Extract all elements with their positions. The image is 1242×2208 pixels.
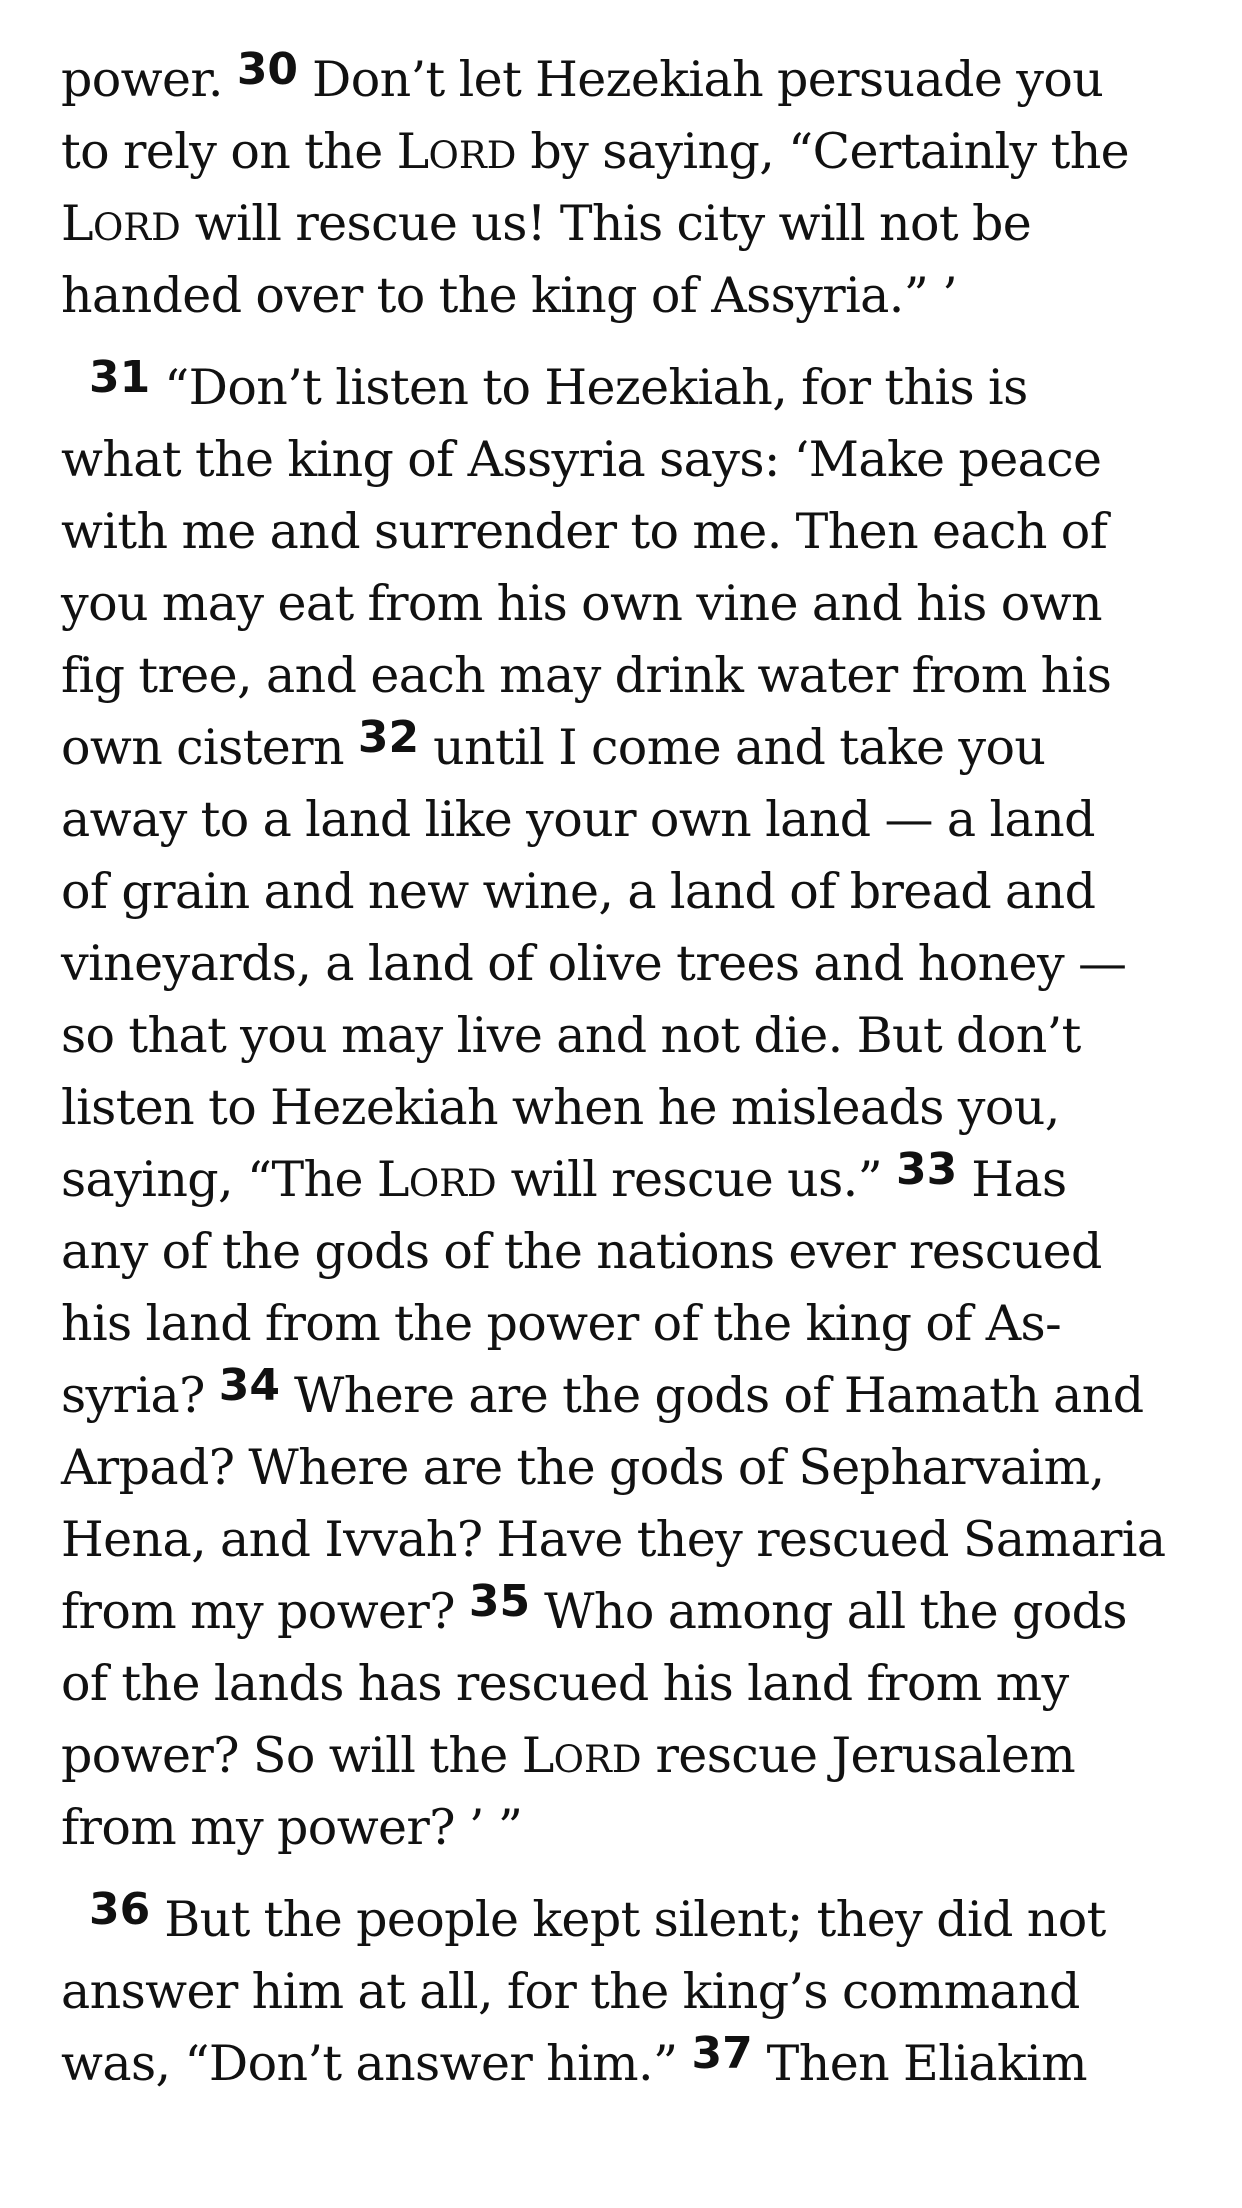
- verse-text: Then Eliakim: [752, 2035, 1087, 2092]
- verse-number: 30: [236, 44, 299, 95]
- verse-text: answer him at all, for the king’s command: [61, 1963, 1080, 2020]
- text-line: [61, 424, 1211, 496]
- text-line: [61, 1504, 1211, 1576]
- verse-text: you may eat from his own vine and his own: [61, 575, 1102, 632]
- verse-text: power? So will the: [61, 1727, 522, 1784]
- verse-text: Has: [957, 1151, 1067, 1208]
- divine-name-initial: L: [61, 195, 93, 252]
- verse-text: to rely on the: [61, 123, 397, 180]
- divine-name-small-caps: ORD: [553, 1738, 642, 1781]
- text-line: [61, 1720, 1211, 1792]
- divine-name-small-caps: ORD: [408, 1162, 497, 1205]
- verse-text: listen to Hezekiah when he misleads you,: [61, 1079, 1060, 1136]
- verse-text: Where are the gods of Hamath and: [280, 1367, 1144, 1424]
- text-line: [61, 2028, 1211, 2100]
- verse-text: Arpad? Where are the gods of Sepharvaim,: [61, 1439, 1105, 1496]
- verse-text: any of the gods of the nations ever rescued: [61, 1223, 1102, 1280]
- text-line: [61, 44, 1211, 116]
- verse-text: so that you may live and not die. But don’t: [61, 1007, 1081, 1064]
- verse-text: saying, “The: [61, 1151, 377, 1208]
- verse-number: 32: [357, 712, 420, 763]
- verse-number: 31: [89, 352, 151, 403]
- verse-text: syria?: [61, 1367, 219, 1424]
- divine-name-initial: L: [521, 1727, 554, 1784]
- text-line: [61, 856, 1211, 928]
- text-line: [61, 1144, 1211, 1216]
- verse-number: 33: [896, 1144, 958, 1195]
- text-line: [61, 260, 1211, 332]
- verse-text: Hena, and Ivvah? Have they rescued Samaria: [61, 1511, 1166, 1568]
- verse-text: Who among all the gods: [530, 1583, 1127, 1640]
- divine-name-small-caps: ORD: [428, 134, 517, 177]
- verse-text: own cistern: [61, 719, 358, 776]
- text-line: [61, 1648, 1211, 1720]
- paragraph-first-line: [61, 352, 1211, 424]
- paragraph-first-line: [61, 1884, 1211, 1956]
- verse-text: of grain and new wine, a land of bread and: [61, 863, 1096, 920]
- verse-text: away to a land like your own land — a land: [61, 791, 1095, 848]
- divine-name-initial: L: [396, 123, 429, 180]
- verse-text: by saying, “Certainly the: [516, 123, 1130, 180]
- divine-name-small-caps: ORD: [92, 206, 181, 249]
- text-line: [61, 1576, 1211, 1648]
- scripture-passage: [61, 44, 1211, 2100]
- verse-text: from my power? ’ ”: [61, 1799, 523, 1856]
- divine-name-initial: L: [376, 1151, 409, 1208]
- verse-text: his land from the power of the king of As-: [61, 1295, 1062, 1352]
- verse-number: 35: [468, 1576, 531, 1627]
- verse-text: “Don’t listen to Hezekiah, for this is: [150, 359, 1028, 416]
- verse-text: But the people kept silent; they did not: [150, 1891, 1106, 1948]
- verse-text: was, “Don’t answer him.”: [61, 2035, 692, 2092]
- text-line: [61, 116, 1211, 188]
- verse-number: 34: [218, 1360, 281, 1411]
- text-line: [61, 1288, 1211, 1360]
- text-line: [61, 712, 1211, 784]
- verse-text: power.: [61, 51, 237, 108]
- text-line: [61, 1216, 1211, 1288]
- verse-text: with me and surrender to me. Then each of: [61, 503, 1108, 560]
- text-line: [61, 496, 1211, 568]
- verse-text: vineyards, a land of olive trees and honey —: [61, 935, 1127, 992]
- text-line: [61, 928, 1211, 1000]
- verse-text: until I come and take you: [419, 719, 1046, 776]
- verse-text: Don’t let Hezekiah persuade you: [298, 51, 1104, 108]
- verse-text: will rescue us! This city will not be: [180, 195, 1032, 252]
- verse-text: of the lands has rescued his land from my: [61, 1655, 1069, 1712]
- text-line: [61, 568, 1211, 640]
- verse-number: 36: [89, 1884, 151, 1935]
- text-line: [61, 784, 1211, 856]
- text-line: [61, 1000, 1211, 1072]
- text-line: [61, 1432, 1211, 1504]
- verse-text: from my power?: [61, 1583, 469, 1640]
- verse-number: 37: [691, 2028, 753, 2079]
- verse-text: what the king of Assyria says: ‘Make peace: [61, 431, 1102, 488]
- verse-text: handed over to the king of Assyria.” ’: [61, 267, 958, 324]
- verse-text: fig tree, and each may drink water from his: [61, 647, 1112, 704]
- text-line: [61, 640, 1211, 712]
- verse-text: rescue Jerusalem: [641, 1727, 1076, 1784]
- text-line: [61, 1792, 1211, 1864]
- text-line: [61, 1072, 1211, 1144]
- text-line: [61, 1360, 1211, 1432]
- text-line: [61, 1956, 1211, 2028]
- text-line: [61, 188, 1211, 260]
- verse-text: will rescue us.”: [496, 1151, 897, 1208]
